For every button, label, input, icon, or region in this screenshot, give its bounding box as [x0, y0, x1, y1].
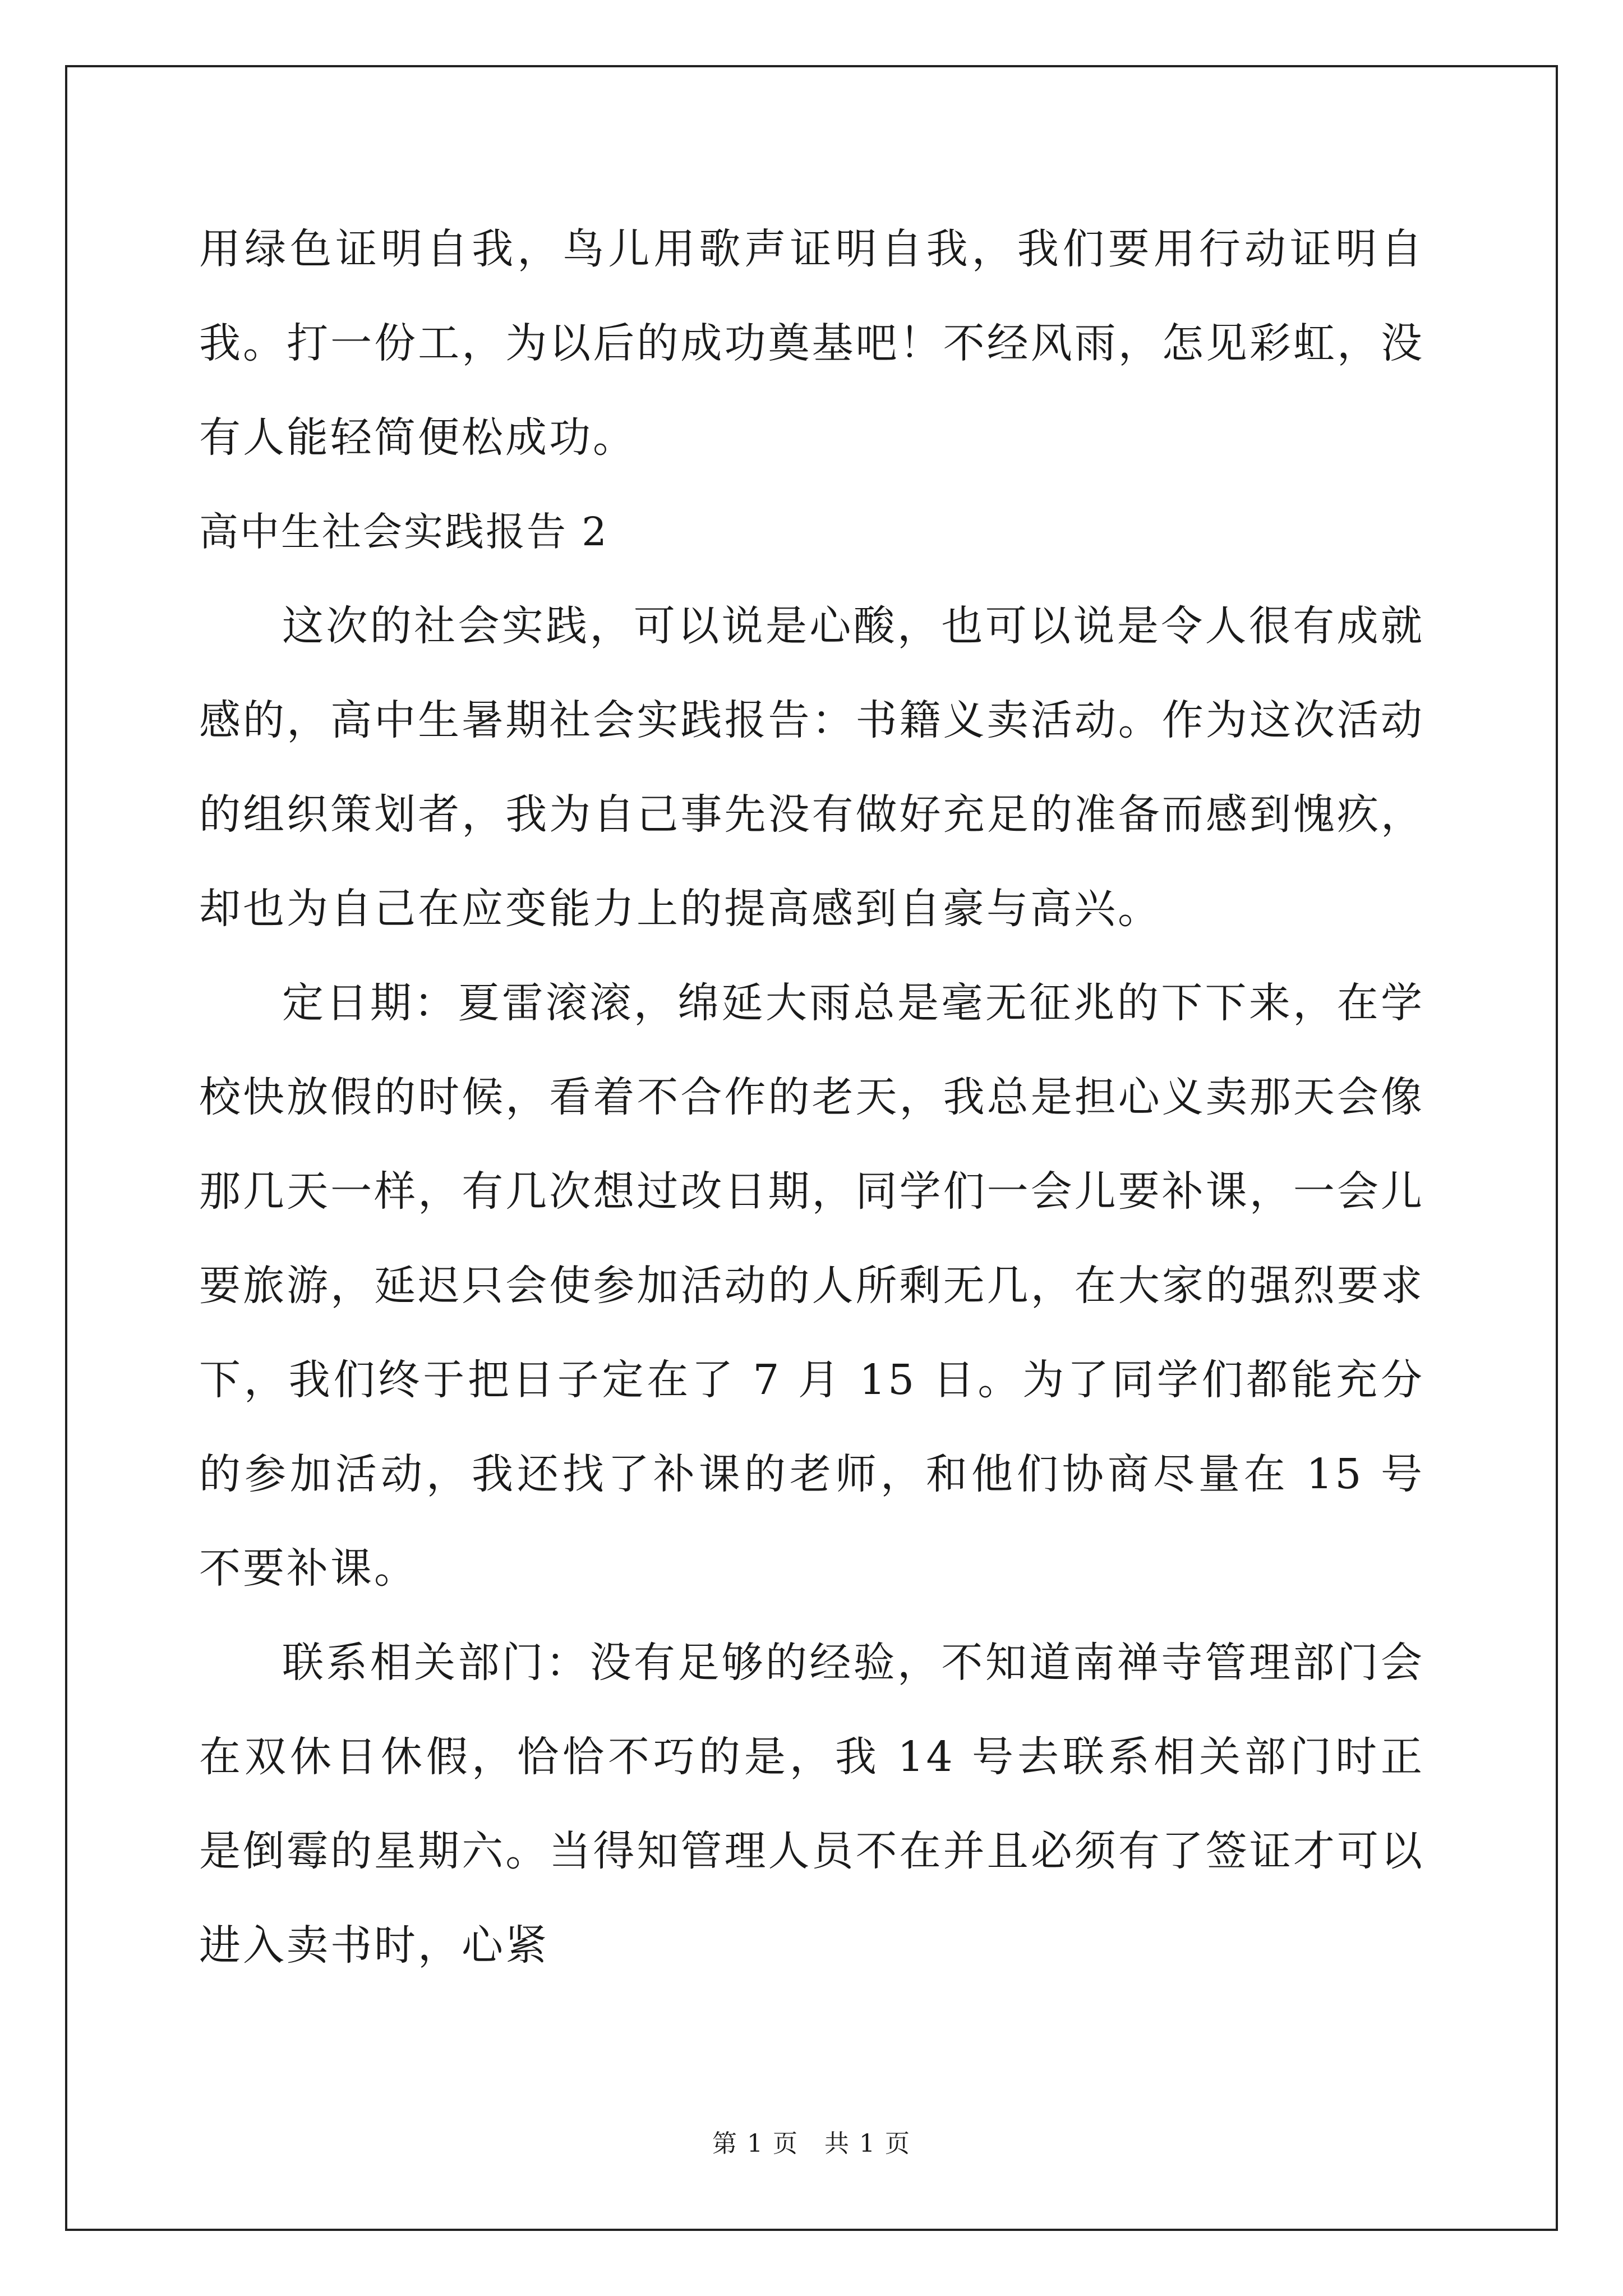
page-footer: 第 1 页 共 1 页 — [712, 2129, 911, 2158]
paragraph-contact: 联系相关部门：没有足够的经验，不知道南禅寺管理部门会在双休日休假，恰恰不巧的是，我 14 号去联系相关部门时正是倒霉的星期六。当得知管理人员不在并且必须有了签证才可以进入卖书时，心紧 — [199, 1639, 1424, 1970]
paragraph-date: 定日期：夏雷滚滚，绵延大雨总是毫无征兆的下下来，在学校快放假的时候，看着不合作的老天，我总是担心义卖那天会像那几天一样，有几次想过改日期，同学们一会儿要补课，一会儿要旅游，延迟只会使参加活动的人所剩无几，在大家的强烈要求下，我们终于把日子定在了 7 月 15 日。为了同学们都能充分的参加活动，我还找了补课的老师，和他们协商尽量在 15 号不要补课。 — [199, 979, 1424, 1593]
document-body — [199, 202, 1424, 1993]
paragraph-intro: 这次的社会实践，可以说是心酸，也可以说是令人很有成就感的，高中生暑期社会实践报告：书籍义卖活动。作为这次活动的组织策划者，我为自己事先没有做好充足的准备而感到愧疚，却也为自己在应变能力上的提高感到自豪与高兴。 — [199, 602, 1424, 933]
paragraph-continuation: 用绿色证明自我，鸟儿用歌声证明自我，我们要用行动证明自我。打一份工，为以后的成功奠基吧！不经风雨，怎见彩虹，没有人能轻简便松成功。 — [199, 225, 1424, 462]
section-heading: 高中生社会实践报告 2 — [199, 509, 608, 555]
